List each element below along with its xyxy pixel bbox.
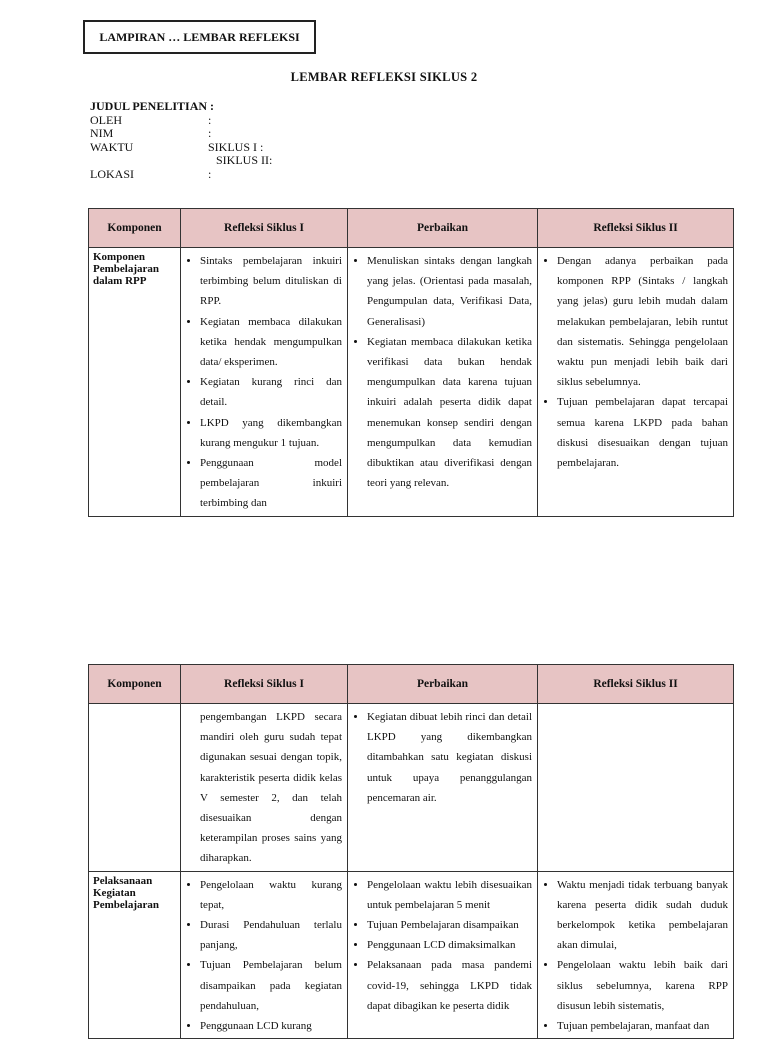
continued-text: pengembangan LKPD secara mandiri oleh guru sudah tepat digunakan sesuai dengan topik, karakteristik peserta didik kelas V semester 2, dan telah disesuaikan dengan keterampilan proses sains yang diharapkan.	[200, 711, 342, 865]
list-item: • Pengelolaan waktu lebih baik dari siklus sebelumnya, karena RPP disusun lebih sistematis,	[557, 955, 728, 1016]
meta-nim-row	[90, 127, 272, 141]
komponen-cell	[89, 704, 181, 872]
list-item: • Tujuan Pembelajaran disampaikan	[367, 915, 532, 935]
list-item: • LKPD yang dikembangkan kurang mengukur 1 tujuan.	[200, 413, 342, 453]
oleh-label: OLEH	[90, 112, 122, 127]
list-item: • Kegiatan kurang rinci dan detail.	[200, 372, 342, 412]
judul-label: JUDUL PENELITIAN :	[90, 99, 215, 113]
komponen-cell: Pelaksanaan Kegiatan Pembelajaran	[89, 871, 181, 1039]
list-item: • Pengelolaan waktu lebih disesuaikan untuk pembelajaran 5 menit	[367, 875, 532, 915]
perbaikan-cell	[348, 704, 538, 872]
refleksi2-cell	[538, 704, 734, 872]
list-item: • Waktu menjadi tidak terbuang banyak karena peserta didik sudah duduk berkelompok ketika pembelajaran akan dimulai,	[557, 875, 728, 956]
list-item: • Kegiatan membaca dilakukan ketika verifikasi data bukan hendak mengumpulkan data karena tujuan inkuiri adalah peserta didik dapat menemukan konsep sendiri dengan mengumpulkan data kemudian dibuktikan atau diverifikasi dengan teori yang relevan.	[367, 332, 532, 494]
lokasi-colon: :	[208, 166, 212, 181]
research-metadata	[90, 100, 272, 181]
list-item: • Durasi Pendahuluan terlalu panjang,	[200, 915, 342, 955]
table-header-row	[89, 209, 734, 248]
header-refleksi-siklus-2: Refleksi Siklus II	[538, 209, 734, 248]
refleksi1-cell	[181, 248, 348, 517]
refleksi1-cell	[181, 704, 348, 872]
list-item: • Dengan adanya perbaikan pada komponen RPP (Sintaks / langkah yang jelas) guru lebih mudah dalam melakukan pembelajaran, lebih runtut dan sistematis. Sehingga pengelolaan waktu pun menjadi lebih baik dari siklus sebelumnya.	[557, 251, 728, 392]
header-refleksi-siklus-2: Refleksi Siklus II	[538, 665, 734, 704]
table-row	[89, 704, 734, 872]
list-item: • Pengelolaan waktu kurang tepat,	[200, 875, 342, 915]
waktu-siklus1: SIKLUS I :	[208, 139, 264, 154]
list-item: • Penggunaan LCD dimaksimalkan	[367, 935, 532, 955]
meta-oleh-row	[90, 114, 272, 128]
meta-judul-row	[90, 100, 272, 114]
nim-label: NIM	[90, 126, 114, 140]
list-item: • Kegiatan dibuat lebih rinci dan detail LKPD yang dikembangkan ditambahkan satu kegiatan diskusi untuk upaya penanggulangan pencemaran air.	[367, 707, 532, 808]
list-item: • Tujuan pembelajaran dapat tercapai semua karena LKPD pada bahan diskusi disesuaikan dengan tujuan pembelajaran.	[557, 392, 728, 473]
header-refleksi-siklus-1: Refleksi Siklus I	[181, 665, 348, 704]
appendix-label-box	[83, 20, 316, 54]
document-title: LEMBAR REFLEKSI SIKLUS 2	[290, 70, 478, 84]
header-refleksi-siklus-1: Refleksi Siklus I	[181, 209, 348, 248]
list-item: • Tujuan Pembelajaran belum disampaikan pada kegiatan pendahuluan,	[200, 955, 342, 1016]
oleh-colon: :	[208, 112, 212, 127]
reflection-table-1	[88, 208, 734, 517]
header-perbaikan: Perbaikan	[348, 665, 538, 704]
table-row	[89, 871, 734, 1039]
nim-colon: :	[208, 126, 212, 140]
refleksi2-cell	[538, 248, 734, 517]
reflection-table-2	[88, 664, 734, 1039]
table-row	[89, 248, 734, 517]
meta-waktu-row-2	[90, 154, 272, 168]
refleksi2-cell	[538, 871, 734, 1039]
list-item: • Tujuan pembelajaran, manfaat dan	[557, 1016, 728, 1036]
header-komponen: Komponen	[89, 665, 181, 704]
list-item: • Pelaksanaan pada masa pandemi covid-19, sehingga LKPD tidak dapat dibagikan ke peserta didik	[367, 955, 532, 1016]
appendix-label: LAMPIRAN … LEMBAR REFLEKSI	[99, 29, 300, 44]
list-item: • Kegiatan membaca dilakukan ketika hendak mengumpulkan data/ eksperimen.	[200, 312, 342, 373]
list-item: • Penggunaan model pembelajaran inkuiri terbimbing dan	[200, 453, 342, 514]
waktu-label: WAKTU	[90, 139, 134, 154]
lokasi-label: LOKASI	[90, 166, 134, 181]
table-header-row	[89, 665, 734, 704]
waktu-siklus2: SIKLUS II:	[216, 153, 273, 167]
perbaikan-cell	[348, 871, 538, 1039]
meta-waktu-row	[90, 141, 272, 155]
header-perbaikan: Perbaikan	[348, 209, 538, 248]
refleksi1-cell	[181, 871, 348, 1039]
list-item: • Sintaks pembelajaran inkuiri terbimbing belum dituliskan di RPP.	[200, 251, 342, 312]
komponen-cell: Komponen Pembelajaran dalam RPP	[89, 248, 181, 517]
list-item: • Penggunaan LCD kurang	[200, 1016, 342, 1036]
list-item: • Menuliskan sintaks dengan langkah yang jelas. (Orientasi pada masalah, Pengumpulan data, Verifikasi Data, Generalisasi)	[367, 251, 532, 332]
perbaikan-cell	[348, 248, 538, 517]
meta-lokasi-row	[90, 168, 272, 182]
header-komponen: Komponen	[89, 209, 181, 248]
